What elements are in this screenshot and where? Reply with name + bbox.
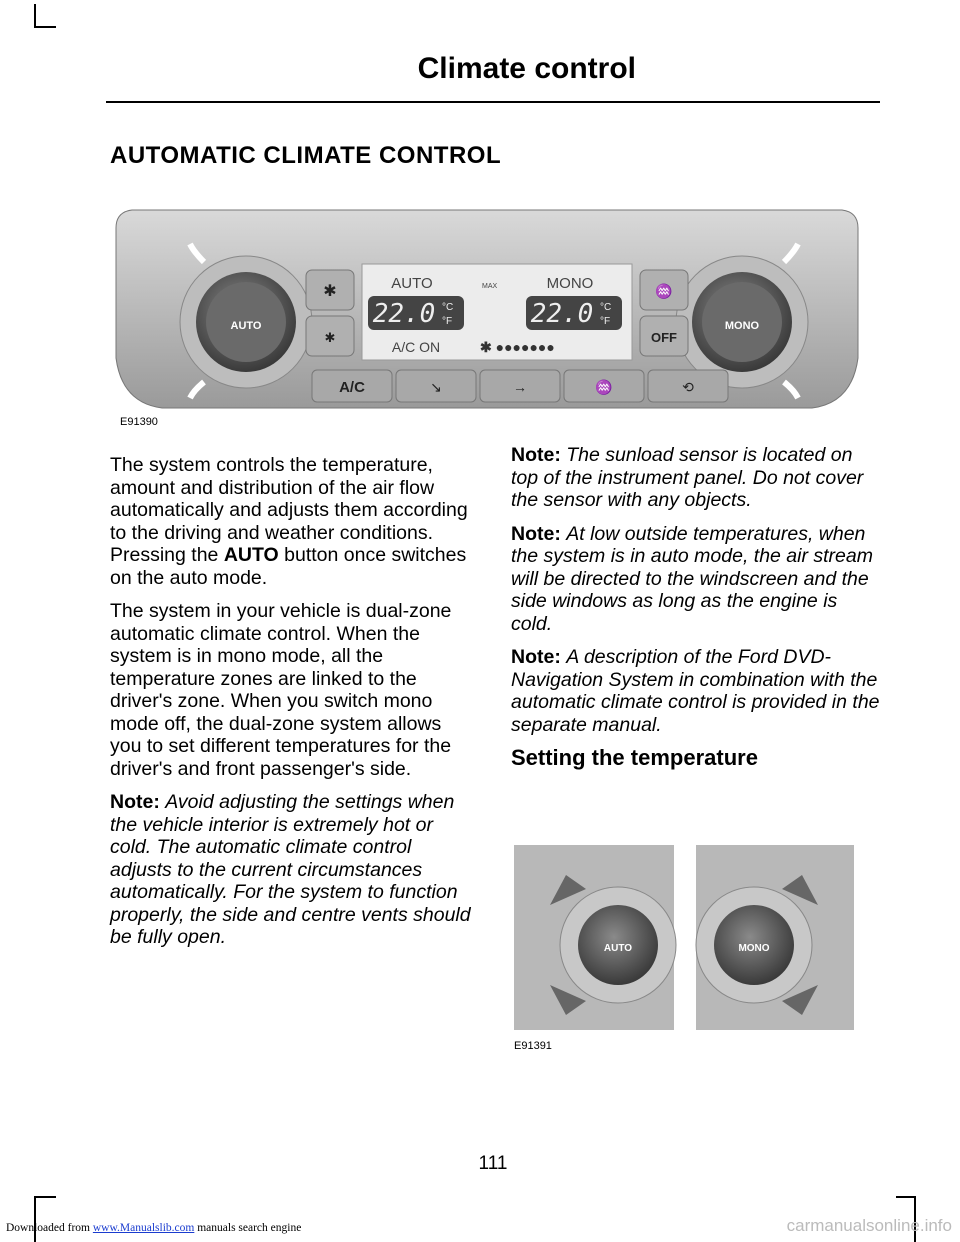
climate-panel-figure [112,198,862,413]
display-right-temp: 22.0 [530,299,594,329]
temperature-knobs-figure [514,845,854,1030]
note-text: Avoid adjusting the settings when the vehicle interior is extremely hot or cold. The automatic climate control adjusts to the current circumstances automatically. For the system to function properly, the side and centre vents should be fully open. [110,791,471,948]
header-rule [106,101,880,103]
display-left-unit-c: °C [442,302,454,313]
defrost-icon: ♒ [655,283,673,299]
crop-mark [34,1196,56,1198]
fan-down-icon: ✱ [324,330,336,345]
crop-mark [34,26,56,28]
display-mono: MONO [546,275,594,292]
recirculation-icon: ⟲ [682,379,694,395]
display-auto: AUTO [391,275,433,292]
figure-id: E91391 [514,1040,552,1052]
manualslib-link[interactable]: www.Manualslib.com [92,1222,195,1234]
note [511,646,881,736]
paragraph: The system in your vehicle is dual-zone automatic climate control. When the system is in mono mode, all the temperature zones are linked to the driver's zone. When you switch mono mode off, the dual-zone system allows you to set different temperatures for the driver's and front passenger's side. [110,600,452,780]
note-text: A description of the Ford DVD-Navigation System in combination with the automatic climate control is provided in the separate manual. [511,646,880,736]
crop-mark [34,1196,36,1242]
fan-up-icon: ✱ [323,283,337,300]
mono-knob-label: MONO [724,320,760,332]
off-button-label: OFF [651,330,677,345]
download-footer [6,1222,301,1234]
mono-knob-label: MONO [738,943,770,954]
note [511,444,881,512]
display-left-unit-f: °F [442,316,453,327]
air-windscreen-icon: ♒ [595,379,613,395]
display-right-unit-f: °F [600,316,611,327]
air-foot-icon: ↘ [430,379,442,395]
page-header-title: Climate control [417,52,636,85]
note-text: At low outside temperatures, when the system is in auto mode, the air stream will be directed to the windscreen and the side windows as long as the engine is cold. [511,522,873,635]
crop-mark [896,1196,916,1198]
note-label: Note: [511,522,561,545]
note-label: Note: [110,791,160,813]
auto-knob-label: AUTO [230,320,262,332]
fan-speed-bars: ✱ ●●●●●●● [480,339,555,355]
note [110,791,478,949]
note-text: The sunload sensor is located on top of the instrument panel. Do not cover the sensor with any objects. [511,444,864,511]
section-title: AUTOMATIC CLIMATE CONTROL [110,142,502,169]
display-left-temp: 22.0 [372,299,436,329]
display-ac-on: A/C ON [391,339,441,355]
auto-knob-label: AUTO [603,943,633,954]
paragraph [110,454,478,589]
footer-text: manuals search engine [194,1222,302,1234]
right-column [511,444,881,770]
auto-term: AUTO [223,544,279,566]
note [511,523,881,636]
crop-mark [34,4,36,28]
footer-text: Downloaded from [6,1222,93,1234]
display-max: MAX [482,283,498,290]
text: button once switches on the auto mode. [110,544,467,589]
ac-button-label: A/C [339,379,365,396]
page-number: 111 [478,1153,508,1174]
figure-id: E91390 [120,416,158,428]
subheading: Setting the temperature [511,745,758,770]
display-right-unit-c: °C [600,302,612,313]
watermark: carmanualsonline.info [786,1216,952,1235]
text: The system controls the temperature, amount and distribution of the air flow automatically and adjusts them according to the driving and weather conditions. Pressing the [110,454,468,566]
note-label: Note: [511,444,561,466]
left-column [110,454,478,960]
air-face-icon: → [513,379,527,395]
note-label: Note: [511,646,561,668]
